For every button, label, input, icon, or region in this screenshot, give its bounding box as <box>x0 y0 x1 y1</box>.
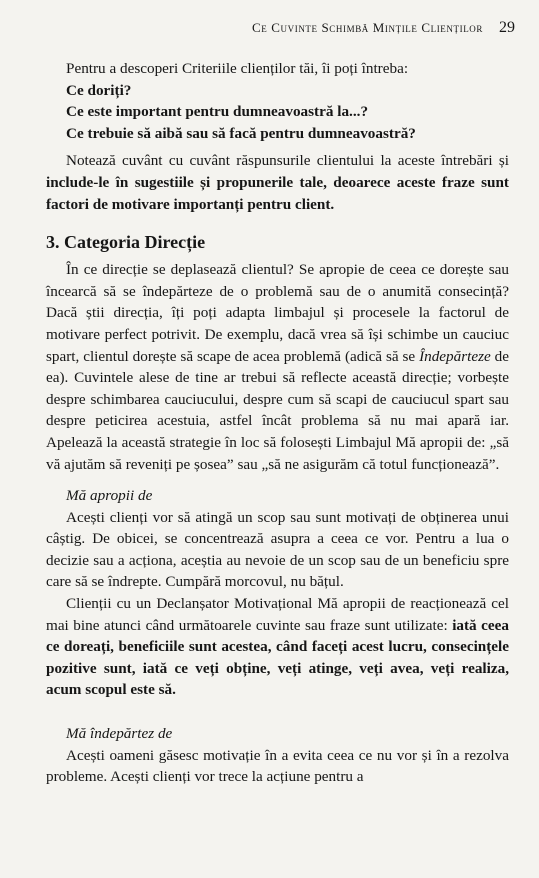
question-item: Ce doriți? <box>66 81 132 99</box>
page-body <box>46 58 509 788</box>
approach-paragraph: Acești clienți vor să atingă un scop sau sunt motivați de obținerea unui câștig. De obicei, se concentrează asupra a ceea ce vor. Pentru a lua o decizie sau a acționa, aceștia au nevoie de un scop sau de un beneficiu spre care să se îndrepte. Cumpără morcovul, nu bățul. <box>46 508 509 591</box>
note-emphasis: include-le în sugestiile și propunerile tale, deoarece aceste fraze sunt factori de motivare importanți pentru client. <box>46 173 509 213</box>
avoid-paragraph: Acești oameni găsesc motivație în a evita ceea ce nu vor și în a rezolva probleme. Acești clienți vor trece la acțiune pentru a <box>46 746 509 786</box>
running-title: Ce Cuvinte Schimbă Mințile Clienților <box>252 20 483 35</box>
subheading-approach: Mă apropii de <box>66 487 153 505</box>
section-title: 3. Categoria Direcție <box>46 232 206 253</box>
trigger-paragraph: Clienții cu un Declanșator Motivațional Mă apropii de reacționează cel mai bine atunci când următoarele cuvinte sau fraze sunt utilizate: iată ceea ce doreați, beneficiile sunt acestea, când faceți acest lucru, consecințele pozitive sunt, iată ce veți obține, veți atinge, veți avea, veți realiza, acum scopul este să. <box>46 595 509 699</box>
question-list <box>46 80 509 145</box>
subheading-avoid: Mă îndepărtez de <box>66 725 173 743</box>
intro-paragraph: Pentru a descoperi Criteriile clienților tăi, îi poți întreba: <box>66 60 409 77</box>
page-number: 29 <box>499 19 515 36</box>
note-paragraph: Notează cuvânt cu cuvânt răspunsurile clientului la aceste întrebări și include-le în sugestiile și propunerile tale, deoarece aceste fraze sunt factori de motivare importanți pentru client. <box>46 152 509 213</box>
direction-paragraph: În ce direcție se deplasează clientul? Se apropie de ceea ce dorește sau încearcă să se îndepărteze de o problemă sau de o anumită consecință? Dacă știi direcția, îți poți adapta limbajul și procesele la factorul de motivare perfect potrivit. De exemplu, dacă vrea să își schimbe un cauciuc spart, clientul dorește să scape de acea problemă (adică să se Îndepărteze de ea). Cuvintele alese de tine ar trebui să reflecte această direcție; vorbește despre schimbarea cauciucului, despre cum să scapi de cauciucul spart sau despre peticirea acestuia, astfel încât problema să nu mai apară iar. Apelează la această strategie în loc să folosești Limbajul Mă apropii de: „să vă ajutăm să reveniți pe șosea” sau „să ne asigurăm că totul funcționează”. <box>46 261 510 473</box>
direction-emphasis: Îndepărteze <box>419 347 491 365</box>
question-item: Ce este important pentru dumneavoastră la...? <box>66 103 369 121</box>
trigger-emphasis: iată ceea ce doreați, beneficiile sunt acestea, când faceți acest lucru, consecințele pozitive sunt, iată ce veți obține, veți atinge, veți avea, veți realiza, acum scopul este să. <box>46 616 509 699</box>
question-item: Ce trebuie să aibă sau să facă pentru dumneavoastră? <box>66 124 416 142</box>
running-header <box>46 19 515 37</box>
